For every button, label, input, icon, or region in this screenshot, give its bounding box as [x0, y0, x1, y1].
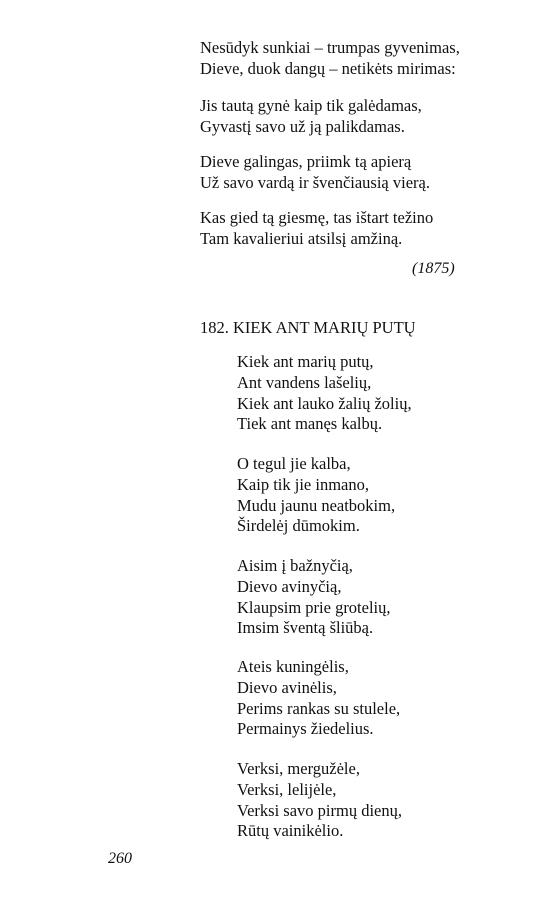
- verse-line: Kaip tik jie inmano,: [237, 475, 369, 494]
- song-title: 182. KIEK ANT MARIŲ PUTŲ: [200, 318, 416, 337]
- page-number: 260: [108, 850, 132, 867]
- verse-line: O tegul jie kalba,: [237, 454, 351, 473]
- verse-line: Aisim į bažnyčią,: [237, 556, 353, 575]
- verse-line: Dieve galingas, priimk tą apierą: [200, 152, 412, 171]
- verse-line: Rūtų vainikėlio.: [237, 821, 344, 840]
- poem-date: (1875): [412, 260, 455, 277]
- verse-line: Ant vandens lašelių,: [237, 373, 372, 392]
- verse-line: Dievo avinėlis,: [237, 678, 337, 697]
- verse-line: Kas gied tą giesmę, tas ištart težino: [200, 208, 434, 227]
- verse-line: Permainys žiedelius.: [237, 719, 374, 738]
- verse-line: Širdelėj dūmokim.: [237, 516, 360, 535]
- verse-line: Dievo avinyčią,: [237, 577, 342, 596]
- verse-line: Už savo vardą ir švenčiausią vierą.: [200, 173, 430, 192]
- verse-line: Kiek ant lauko žalių žolių,: [237, 394, 412, 413]
- verse-line: Verksi, mergužėle,: [237, 759, 360, 778]
- verse-line: Verksi savo pirmų dienų,: [237, 801, 402, 820]
- verse-line: Dieve, duok dangų – netikėts mirimas:: [200, 59, 456, 78]
- verse-line: Imsim šventą šliūbą.: [237, 618, 374, 637]
- verse-line: Gyvastį savo už ją palikdamas.: [200, 117, 405, 136]
- verse-line: Tam kavalieriui atsilsį amžiną.: [200, 229, 403, 248]
- verse-line: Jis tautą gynė kaip tik galėdamas,: [200, 96, 422, 115]
- verse-line: Tiek ant manęs kalbų.: [237, 414, 383, 433]
- verse-line: Verksi, lelijėle,: [237, 780, 337, 799]
- verse-line: Ateis kuningėlis,: [237, 657, 349, 676]
- verse-line: Perims rankas su stulele,: [237, 699, 401, 718]
- verse-line: Klaupsim prie grotelių,: [237, 598, 391, 617]
- verse-line: Nesūdyk sunkiai – trumpas gyvenimas,: [200, 38, 460, 57]
- verse-line: Kiek ant marių putų,: [237, 352, 374, 371]
- verse-line: Mudu jaunu neatbokim,: [237, 496, 396, 515]
